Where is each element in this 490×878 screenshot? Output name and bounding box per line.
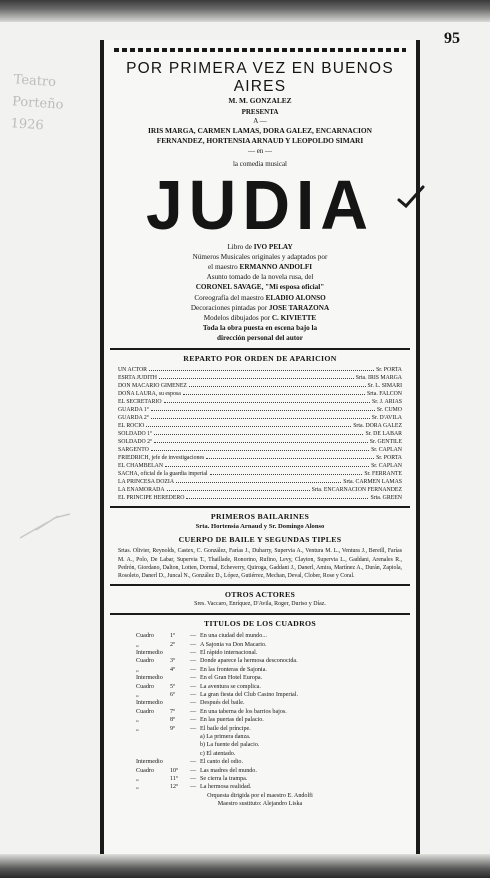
scene-label: „ bbox=[136, 776, 139, 783]
scene-number: 5º bbox=[170, 683, 175, 690]
scene-number: 11º bbox=[170, 776, 178, 783]
scene-number: 1º bbox=[170, 633, 175, 640]
scene-label: „ bbox=[136, 691, 139, 698]
leader-dots bbox=[186, 498, 368, 499]
credit-line bbox=[104, 323, 416, 333]
scene-dash: — bbox=[190, 683, 197, 690]
cast-role: FRIEDRICH, jefe de investigaciones bbox=[118, 455, 205, 462]
cast-actor: Srta. FALCON bbox=[367, 390, 402, 397]
credit-text: Libro de bbox=[227, 242, 254, 251]
genre-label: la comedia musical bbox=[232, 159, 288, 168]
margin-note-line: Teatro bbox=[13, 72, 57, 91]
credit-line bbox=[104, 313, 416, 323]
stars-line: FERNANDEZ, HORTENSIA ARNAUD Y LEOPOLDO SIMARI bbox=[156, 136, 364, 145]
margin-note-line: Porteño bbox=[11, 94, 64, 113]
credit-text: Números Musicales originales y adaptados por bbox=[192, 252, 328, 261]
page-number: 95 bbox=[444, 30, 460, 47]
stars-line: IRIS MARGA, CARMEN LAMAS, DORA GALEZ, ENCARNACION bbox=[148, 125, 372, 135]
cast-actor: Sr. PORTA bbox=[376, 455, 402, 462]
cast-actor: Srta. IRIS MARGA bbox=[355, 374, 402, 381]
dancers-title: PRIMEROS BAILARINES bbox=[210, 512, 310, 522]
scene-dash: — bbox=[190, 725, 197, 732]
cast-role: EL ROCIO bbox=[118, 422, 145, 429]
scene-dash: — bbox=[190, 633, 197, 640]
credit-name: IVO PELAY bbox=[253, 242, 293, 251]
credit-text: Decoraciones pintadas por bbox=[190, 303, 269, 312]
scene-title: La aventura se complica. bbox=[200, 683, 261, 690]
scene-number bbox=[170, 699, 190, 707]
scene-title: Después del baile. bbox=[200, 700, 245, 707]
cast-actor: Sr. CAPLAN bbox=[371, 463, 402, 470]
scene-row bbox=[136, 708, 416, 716]
cast-row bbox=[118, 486, 402, 494]
credit-text: dirección personal del autor bbox=[217, 334, 303, 343]
scenes-list bbox=[136, 632, 416, 792]
play-title: JUDIA bbox=[145, 165, 375, 244]
scene-title: Donde aparece la hermosa desconocida. bbox=[200, 658, 298, 665]
checkmark-icon bbox=[396, 184, 426, 210]
cast-title: REPARTO POR ORDEN DE APARICION bbox=[183, 353, 337, 363]
credit-line bbox=[104, 282, 416, 292]
cast-role: DOÑA LAURA, su esposa bbox=[118, 390, 181, 397]
leader-dots bbox=[167, 490, 310, 491]
leader-dots bbox=[151, 410, 375, 411]
scene-dash: — bbox=[190, 767, 197, 774]
scene-number: 7º bbox=[170, 708, 175, 715]
scene-row bbox=[136, 632, 416, 640]
scene-title: En las fronteras de Sajonia. bbox=[200, 666, 267, 673]
scene-dash: — bbox=[190, 784, 197, 791]
cast-row bbox=[118, 382, 402, 390]
cast-row bbox=[118, 494, 402, 502]
scene-title: A Sajonia va Don Macario. bbox=[200, 641, 267, 648]
scene-number bbox=[170, 674, 190, 682]
to-label: A — bbox=[253, 116, 267, 125]
cast-row bbox=[118, 470, 402, 478]
cast-role: ESRTA JUDITH bbox=[118, 374, 157, 381]
divider bbox=[110, 348, 410, 350]
leader-dots bbox=[151, 450, 369, 451]
cast-row bbox=[118, 390, 402, 398]
cast-actor: Srta. GREEN bbox=[370, 495, 402, 502]
chorus-names: Srtas. Olivier, Reynolds, Castex, C. González, Farías J., Duharry, Supervia A., Ventura M. L., Ventura J., Bereill, Farías M. A., Polo, De Labar, Supervia T., Thaillade, Ronorino, Rufino, Levy, Clayton, Supervia L., Gaddani, Arenales R., Pedrón, Giordano, Dalton, Lotten, Dormal, Echeverry, Quiroga, Gaddani J., Danerl, Amira, Martínez A., Durán, Zapiola, Rosoleto, Danerl D., Juncal N., González D., López, Gutiérrez, Mechan, Deval, Clober, Rose y Coral. bbox=[118, 548, 402, 579]
cast-row bbox=[118, 438, 402, 446]
credits bbox=[104, 242, 416, 344]
scene-title: Se cierra la trampa. bbox=[200, 776, 248, 783]
cast-row bbox=[118, 422, 402, 430]
leader-dots bbox=[151, 418, 370, 419]
scene-dash: — bbox=[190, 641, 197, 648]
scene-row bbox=[136, 775, 416, 783]
headline: POR PRIMERA VEZ EN BUENOS AIRES bbox=[126, 60, 394, 95]
scene-dash: — bbox=[190, 759, 197, 766]
credit-text: Modelos dibujados por bbox=[203, 313, 272, 322]
scene-label: Intermedio bbox=[136, 675, 163, 682]
scene-label: Cuadro bbox=[136, 683, 154, 690]
scene-subpart: b) La fuente del palacio. bbox=[200, 742, 260, 749]
cast-actor: Sr. L. SIMARI bbox=[367, 382, 402, 389]
divider bbox=[110, 506, 410, 508]
scene-title: En el Gran Hotel Europa. bbox=[200, 675, 263, 682]
cast-actor: Sr. PORTA bbox=[376, 366, 402, 373]
divider bbox=[110, 584, 410, 586]
cast-role: EL SECRETARIO bbox=[118, 398, 162, 405]
margin-note-line: 1926 bbox=[10, 116, 45, 134]
scene-label: Cuadro bbox=[136, 708, 154, 715]
credit-text: Asunto tomado de la novela rusa, del bbox=[206, 273, 314, 282]
scene-row bbox=[136, 666, 416, 674]
cast-role: SOLDADO 1º bbox=[118, 430, 152, 437]
scene-row bbox=[136, 674, 416, 682]
cast-row bbox=[118, 366, 402, 374]
playbill bbox=[100, 40, 420, 856]
title-block bbox=[104, 165, 416, 244]
leader-dots bbox=[183, 394, 365, 395]
scene-row bbox=[136, 783, 416, 791]
scene-row bbox=[136, 758, 416, 766]
cast-role: SARGENTO bbox=[118, 447, 149, 453]
scene-title: En una taberna de los barrios bajos. bbox=[200, 708, 287, 715]
cast-actor: Sr. CUMO bbox=[376, 406, 402, 413]
credit-text: el maestro bbox=[207, 262, 240, 271]
presents-label: PRESENTA bbox=[241, 107, 279, 116]
scene-number bbox=[170, 649, 190, 657]
scene-dash: — bbox=[190, 675, 197, 682]
scene-label: Intermedio bbox=[136, 649, 163, 656]
leader-dots bbox=[154, 442, 368, 443]
cast-actor: Srta. ENCARNACION FERNANDEZ bbox=[311, 487, 402, 494]
producer: M. M. GONZALEZ bbox=[228, 96, 292, 105]
cast-role: UN ACTOR bbox=[118, 366, 148, 373]
scene-dash: — bbox=[190, 649, 197, 656]
cast-role: GUARDA 1º bbox=[118, 406, 149, 413]
handwritten-margin-note bbox=[10, 69, 94, 140]
scene-dash: — bbox=[190, 700, 197, 707]
leader-dots bbox=[154, 434, 364, 435]
scene-label: „ bbox=[136, 784, 139, 791]
credit-name: ERMANNO ANDOLFI bbox=[239, 262, 313, 271]
others-title: OTROS ACTORES bbox=[224, 590, 296, 600]
scan-top-edge bbox=[0, 0, 490, 22]
scene-number: 3º bbox=[170, 658, 175, 665]
cast-actor: Sr. FERRANTE bbox=[364, 471, 402, 478]
substitute-credit: Maestro sustituto: Alejandro Liska bbox=[217, 801, 303, 808]
cast-role: SOLDADO 2º bbox=[118, 438, 152, 445]
cast-role: EL PRINCIPE HEREDERO bbox=[118, 495, 185, 502]
leader-dots bbox=[176, 482, 341, 483]
scene-title: El canto del odio. bbox=[200, 759, 243, 766]
leader-dots bbox=[146, 426, 351, 427]
scene-row bbox=[136, 716, 416, 724]
scene-dash: — bbox=[190, 776, 197, 783]
scene-label: „ bbox=[136, 641, 139, 648]
cast-row bbox=[118, 398, 402, 406]
scan-bottom-edge bbox=[0, 854, 490, 878]
cast-actor: Sr. GENTILE bbox=[369, 438, 402, 445]
scene-title: En una ciudad del mundo... bbox=[200, 633, 267, 640]
scene-number: 10º bbox=[170, 767, 178, 774]
cast-actor: Sr. D'AVILA bbox=[371, 414, 402, 421]
cast-actor: Srta. CARMEN LAMAS bbox=[343, 479, 402, 486]
cast-role: EL CHAMBELAN bbox=[118, 463, 164, 470]
scene-row bbox=[136, 725, 416, 733]
scene-label: Intermedio bbox=[136, 759, 163, 766]
cast-row bbox=[118, 430, 402, 438]
dancers-names: Srta. Hortensia Arnaud y Sr. Domingo Alonso bbox=[195, 523, 325, 531]
leader-dots bbox=[149, 370, 374, 371]
scene-row bbox=[136, 649, 416, 657]
cast-row bbox=[118, 454, 402, 462]
scene-label: Cuadro bbox=[136, 767, 154, 774]
scene-dash: — bbox=[190, 658, 197, 665]
scene-label: „ bbox=[136, 725, 139, 732]
cast-row bbox=[118, 374, 402, 382]
credit-name: ELADIO ALONSO bbox=[265, 293, 326, 302]
cast-actor: Sr. CAPLAN bbox=[371, 447, 402, 453]
scene-label: Cuadro bbox=[136, 633, 154, 640]
credit-text: Coreografía del maestro bbox=[194, 293, 266, 302]
credit-line bbox=[104, 262, 416, 272]
in-label: — en — bbox=[247, 146, 273, 155]
dashed-border-top bbox=[114, 48, 406, 52]
scene-label: Intermedio bbox=[136, 700, 163, 707]
scene-dash: — bbox=[190, 666, 197, 673]
scene-label: „ bbox=[136, 666, 139, 673]
cast-role: GUARDA 2º bbox=[118, 414, 149, 421]
credit-line bbox=[104, 293, 416, 303]
pencil-mark-icon bbox=[18, 512, 73, 542]
cast-list bbox=[118, 366, 402, 503]
cast-row bbox=[118, 414, 402, 422]
cast-row bbox=[118, 406, 402, 414]
scene-label: „ bbox=[136, 717, 139, 724]
scene-row bbox=[136, 683, 416, 691]
scene-row bbox=[136, 767, 416, 775]
credit-name: JOSE TARAZONA bbox=[268, 303, 330, 312]
cast-row bbox=[118, 446, 402, 454]
scene-dash: — bbox=[190, 691, 197, 698]
leader-dots bbox=[164, 402, 370, 403]
divider bbox=[110, 613, 410, 615]
scene-number: 9º bbox=[170, 725, 175, 732]
credit-line bbox=[104, 303, 416, 313]
scene-number: 8º bbox=[170, 717, 175, 724]
scene-number bbox=[170, 758, 190, 766]
scene-title: La gran fiesta del Club Casino Imperial. bbox=[200, 691, 298, 698]
scene-label: Cuadro bbox=[136, 658, 154, 665]
scene-number: 6º bbox=[170, 691, 175, 698]
cast-role: LA PRINCESA DOZIA bbox=[118, 479, 175, 486]
cast-actor: Sr. J. ARIAS bbox=[372, 398, 402, 405]
credit-line bbox=[104, 252, 416, 262]
leader-dots bbox=[165, 466, 369, 467]
scene-subpart: c) El atentado. bbox=[200, 750, 236, 757]
others-names: Sres. Vaccaro, Enríquez, D'Avila, Roger, Duriso y Díaz. bbox=[194, 601, 326, 608]
chorus-title: CUERPO DE BAILE Y SEGUNDAS TIPLES bbox=[178, 535, 342, 545]
cast-row bbox=[118, 462, 402, 470]
scene-row bbox=[136, 657, 416, 665]
cast-row bbox=[118, 478, 402, 486]
credit-name: CORONEL SAVAGE, "Mi esposa oficial" bbox=[195, 283, 325, 292]
cast-actor: Sr. DE LABAR bbox=[365, 430, 402, 437]
scene-dash: — bbox=[190, 708, 197, 715]
cast-actor: Srta. DORA GALEZ bbox=[353, 422, 402, 429]
scene-row bbox=[136, 691, 416, 699]
credit-text: Toda la obra puesta en escena bajo la bbox=[202, 324, 318, 333]
leader-dots bbox=[210, 474, 363, 475]
scene-title: El rápido internacional. bbox=[200, 649, 258, 656]
credit-line bbox=[104, 333, 416, 343]
scene-subpart: a) La primera danza. bbox=[200, 734, 251, 741]
cast-role: DON MACARIO GIMENEZ bbox=[118, 382, 187, 389]
leader-dots bbox=[206, 458, 374, 459]
scene-title: El baile del príncipe. bbox=[200, 725, 251, 732]
credit-line bbox=[104, 272, 416, 282]
credit-name: C. KIVIETTE bbox=[271, 313, 317, 322]
scene-number: 4º bbox=[170, 666, 175, 673]
scene-number: 2º bbox=[170, 641, 175, 648]
scene-dash: — bbox=[190, 717, 197, 724]
scene-row bbox=[136, 699, 416, 707]
scene-title: La hermosa realidad. bbox=[200, 784, 252, 791]
scene-row bbox=[136, 641, 416, 649]
scene-title: En las puertas del palacio. bbox=[200, 717, 264, 724]
scene-title: Las madres del mundo. bbox=[200, 767, 257, 774]
leader-dots bbox=[189, 386, 366, 387]
leader-dots bbox=[159, 378, 354, 379]
scene-number: 12º bbox=[170, 784, 178, 791]
orchestra-credit: Orquesta dirigida por el maestro E. Andolfi bbox=[207, 792, 313, 799]
cast-role: LA ENAMORADA bbox=[118, 487, 165, 494]
cast-role: SACHA, oficial de la guardia imperial bbox=[118, 471, 208, 478]
scenes-title: TITULOS DE LOS CUADROS bbox=[203, 619, 317, 629]
